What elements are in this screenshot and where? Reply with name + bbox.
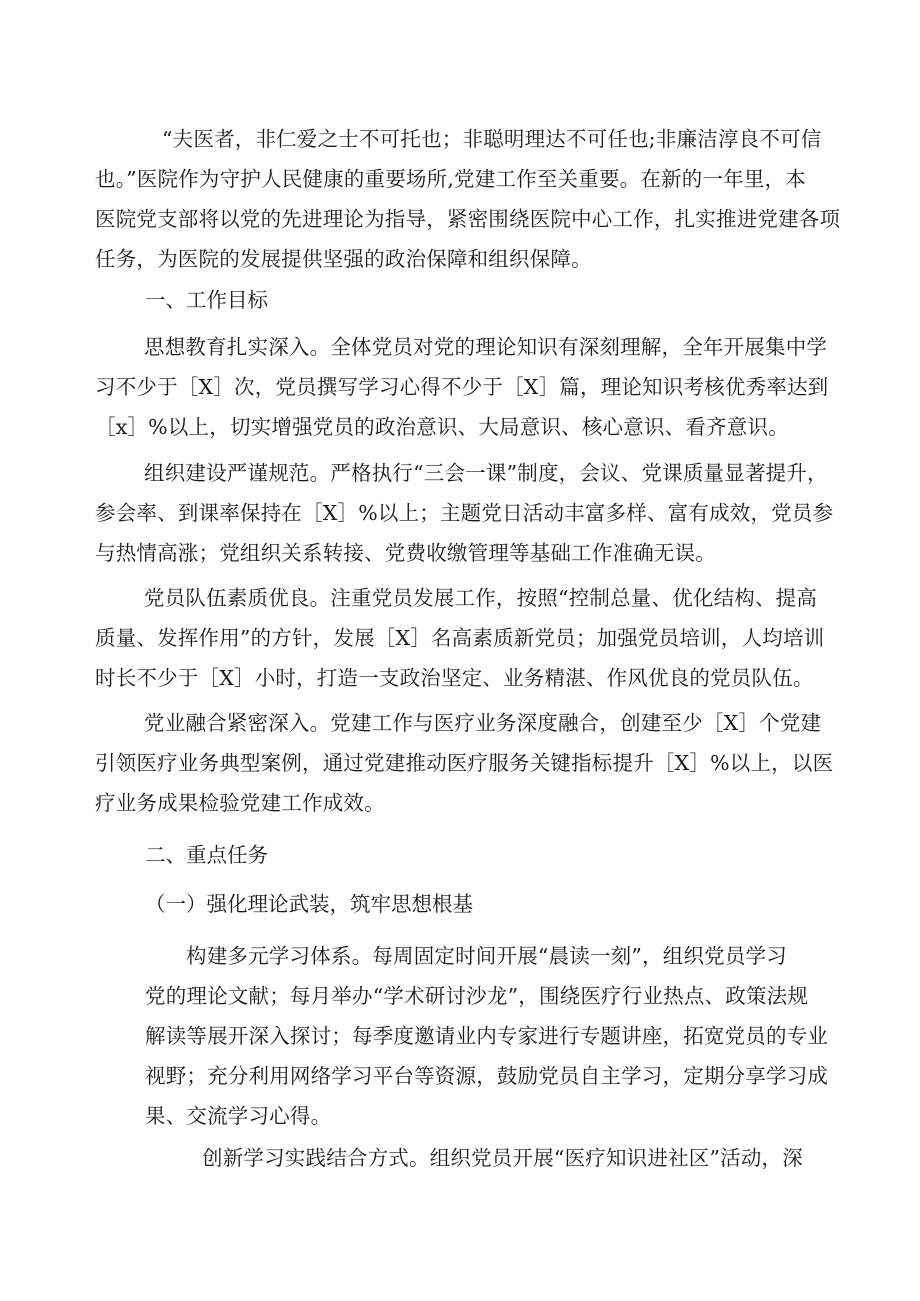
text-line: 与热情高涨；党组织关系转接、党费收缴管理等基础工作准确无误。	[95, 541, 716, 565]
text-line: 构建多元学习体系。每周固定时间开展“晨读一刻”，组织党员学习	[186, 944, 787, 968]
text-line: 组织建设严谨规范。严格执行“三会一课”制度，会议、党课质量显著提升，	[144, 461, 828, 485]
intro-paragraph	[95, 119, 840, 279]
goal-organization-paragraph	[95, 453, 833, 573]
text-line: 质量、发挥作用”的方针，发展［X］名高素质新党员；加强党员培训，人均培训	[95, 626, 825, 650]
text-line: 党业融合紧密深入。党建工作与医疗业务深度融合，创建至少［X］个党建	[144, 711, 822, 735]
text-line: ［x］%以上，切实增强党员的政治意识、大局意识、核心意识、看齐意识。	[95, 415, 789, 439]
text-line: 思想教育扎实深入。全体党员对党的理论知识有深刻理解，全年开展集中学	[144, 335, 828, 359]
section-heading-key-tasks: 二、重点任务	[145, 843, 268, 867]
text-line: 解读等展开深入探讨；每季度邀请业内专家进行专题讲座，拓宽党员的专业	[145, 1024, 829, 1048]
text-line: 习不少于［X］次，党员撰写学习心得不少于［X］篇，理论知识考核优秀率达到	[95, 375, 829, 399]
text-line: 果、交流学习心得。	[145, 1104, 332, 1128]
goal-team-paragraph	[95, 578, 824, 698]
text-line: 党员队伍素质优良。注重党员发展工作，按照“控制总量、优化结构、提高	[144, 586, 818, 610]
text-line: 创新学习实践结合方式。组织党员开展“医疗知识进社区”活动，深	[202, 1146, 803, 1170]
text-line: 时长不少于［X］小时，打造一支政治坚定、业务精湛、作风优良的党员队伍。	[95, 666, 814, 690]
goal-fusion-paragraph	[95, 703, 833, 823]
subsection-heading-theory: （一）强化理论武装，筑牢思想根基	[145, 892, 473, 916]
section-heading-work-goals: 一、工作目标	[145, 288, 268, 312]
text-line: 引领医疗业务典型案例，通过党建推动医疗服务关键指标提升［X］%以上，以医	[95, 751, 834, 775]
text-line: 任务，为医院的发展提供坚强的政治保障和组织保障。	[95, 247, 592, 271]
text-line: “夫医者，非仁爱之士不可托也；非聪明理达不可任也;非廉洁淳良不可信	[162, 127, 822, 151]
text-line: 参会率、到课率保持在［X］%以上；主题党日活动丰富多样、富有成效，党员参	[95, 501, 834, 525]
goal-thought-paragraph	[95, 327, 828, 447]
text-line: 也。”医院作为守护人民健康的重要场所,党建工作至关重要。在新的一年里，本	[95, 167, 806, 191]
task-study-system-paragraph	[145, 936, 828, 1136]
task-practice-paragraph	[145, 1138, 803, 1178]
text-line: 医院党支部将以党的先进理论为指导，紧密围绕医院中心工作，扎实推进党建各项	[95, 207, 841, 231]
text-line: 视野；充分利用网络学习平台等资源，鼓励党员自主学习，定期分享学习成	[145, 1064, 829, 1088]
text-line: 疗业务成果检验党建工作成效。	[95, 791, 385, 815]
text-line: 党的理论文献；每月举办“学术研讨沙龙”，围绕医疗行业热点、政策法规	[145, 984, 809, 1008]
